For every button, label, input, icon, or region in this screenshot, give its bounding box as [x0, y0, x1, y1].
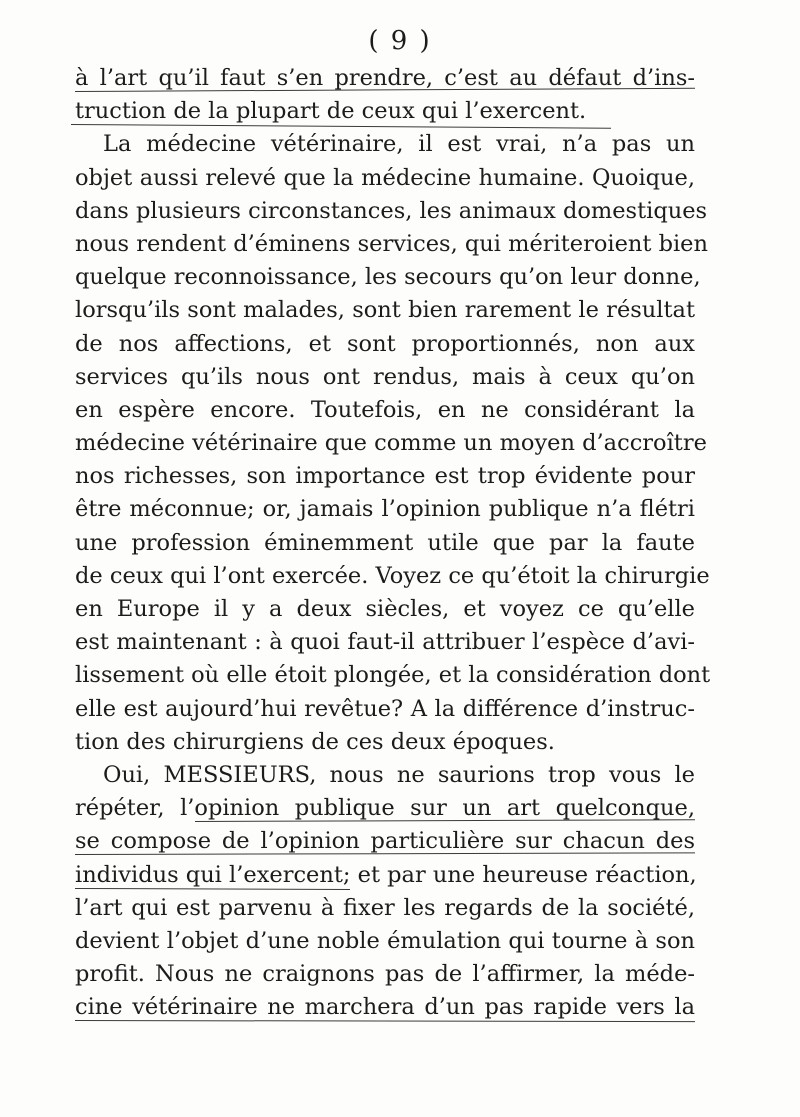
text-line: médecine vétérinaire que comme un moyen d’accroître	[75, 430, 707, 457]
text-line: en espère encore. Toutefois, en ne considérant la	[75, 396, 695, 423]
text-line: dans plusieurs circonstances, les animaux domestiques	[75, 197, 708, 224]
text-line: truction de la plupart de ceux qui l’exercent.	[75, 95, 695, 128]
text-line: de ceux qui l’ont exercée. Voyez ce qu’étoit la chirurgie	[75, 562, 710, 589]
text-line: services qu’ils nous ont rendus, mais à ceux qu’on	[75, 363, 695, 390]
text-line: nos richesses, son importance est trop évidente pour	[75, 463, 695, 490]
text-line: lorsqu’ils sont malades, sont bien rarement le résultat	[75, 297, 695, 324]
text-line: se compose de l’opinion particulière sur chacun des	[75, 828, 695, 855]
body-text	[75, 62, 711, 1024]
text-line: en Europe il y a deux siècles, et voyez ce qu’elle	[75, 596, 695, 622]
text-line: profit. Nous ne craignons pas de l’affirmer, la méde-	[75, 961, 695, 988]
text-line: tion des chirurgiens de ces deux époques.	[75, 728, 555, 755]
text-line: de nos affections, et sont proportionnés, non aux	[75, 330, 695, 357]
text-line: à l’art qu’il faut s’en prendre, c’est au défaut d’ins-	[75, 65, 695, 91]
text-line: être méconnue; or, jamais l’opinion publique n’a flétri	[75, 496, 695, 523]
pencil-underline	[75, 888, 350, 890]
pencil-underline	[75, 1020, 695, 1022]
text-line: l’art qui est parvenu à fixer les regards de la société,	[75, 894, 695, 921]
text-line: nous rendent d’éminens services, qui mériteroient bien	[75, 230, 708, 257]
text-line: elle est aujourd’hui revêtue? A la différence d’instruc-	[75, 695, 695, 722]
text-line: cine vétérinaire ne marchera d’un pas rapide vers la	[75, 991, 695, 1024]
text-line: objet aussi relevé que la médecine humaine. Quoique,	[75, 164, 695, 191]
text-line: devient l’objet d’une noble émulation qui tourne à son	[75, 927, 695, 954]
text-line: Oui, MESSIEURS, nous ne saurions trop vous le	[103, 761, 695, 788]
text-line: individus qui l’exercent; et par une heureuse réaction,	[75, 861, 697, 888]
text-line: lissement où elle étoit plongée, et la considération dont	[75, 662, 711, 689]
pencil-underline	[195, 819, 695, 822]
text-line: quelque reconnoissance, les secours qu’on leur donne,	[75, 264, 701, 291]
text-line: une profession éminemment utile que par la faute	[75, 529, 695, 556]
text-line: est maintenant : à quoi faut-il attribuer l’espèce d’avi-	[75, 629, 695, 656]
text-line: La médecine vétérinaire, il est vrai, n’a pas un	[103, 131, 695, 158]
pencil-underline	[75, 88, 695, 92]
pencil-underline	[75, 853, 695, 856]
text-line: répéter, l’opinion publique sur un art quelconque,	[75, 795, 695, 822]
page-number: ( 9 )	[368, 26, 432, 56]
